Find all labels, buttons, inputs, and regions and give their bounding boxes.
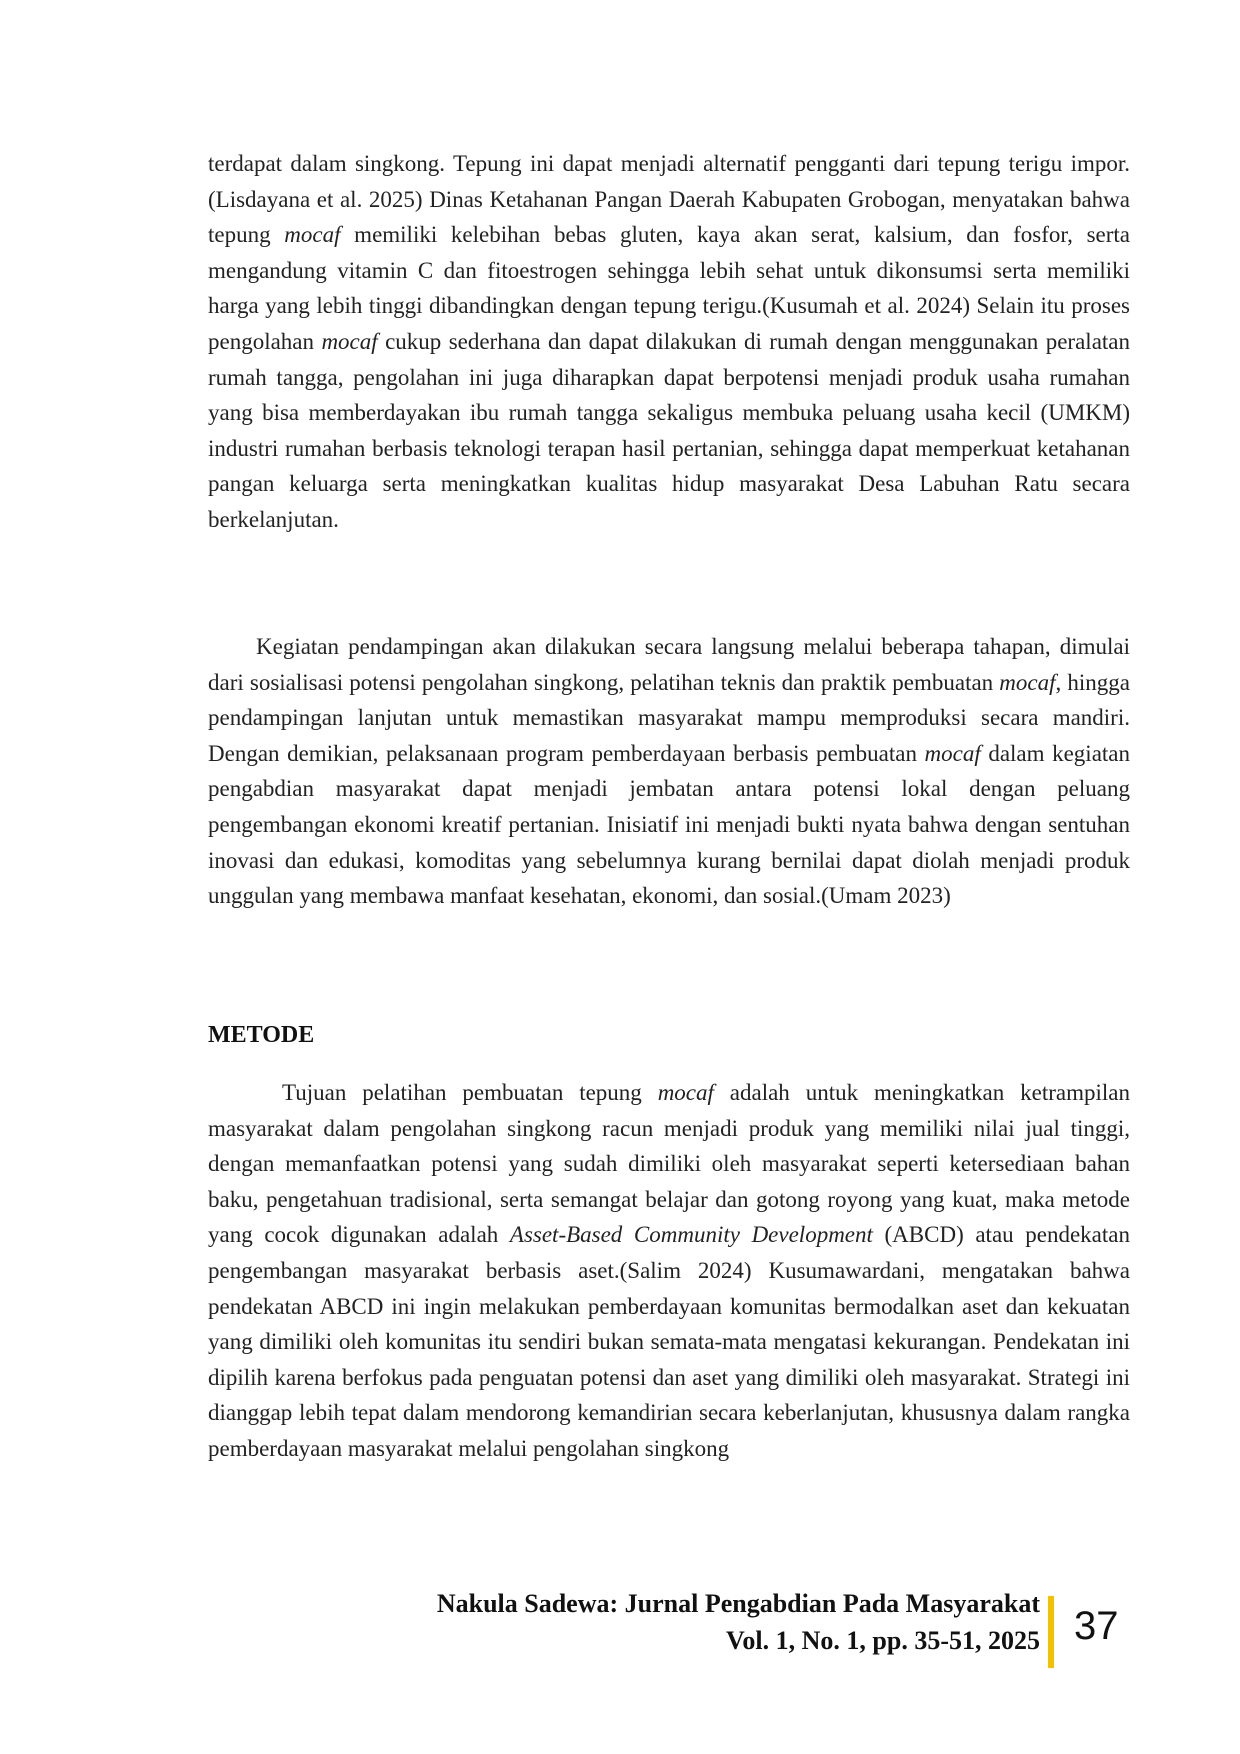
section-heading-metode: METODE [208,1022,315,1048]
paragraph-3-italic-2: Asset-Based Community Development [509,1222,873,1248]
paragraph-2-italic-1: mocaf [999,669,1056,695]
body-paragraph-2 [208,629,1130,914]
paragraph-3-text-3: (ABCD) atau pendekatan pengembangan masyarakat berbasis aset.(Salim 2024) Kusumawardani, mengatakan bahwa pendekatan ABCD ini ingin melakukan pemberdayaan komunitas bermodalkan aset dan kekuatan yang dimiliki oleh komunitas itu sendiri bukan semata-mata mengatasi kekurangan. Pendekatan ini dipilih karena berfokus pada penguatan potensi dan aset yang dimiliki oleh masyarakat. Strategi ini dianggap lebih tepat dalam mendorong kemandirian secara keberlanjutan, khususnya dalam rangka pemberdayaan masyarakat melalui pengolahan singkong [208,1222,1130,1461]
page-number: 37 [1074,1604,1119,1648]
paragraph-2-text-3: dalam kegiatan pengabdian masyarakat dapat menjadi jembatan antara potensi lokal dengan peluang pengembangan ekonomi kreatif pertanian. Inisiatif ini menjadi bukti nyata bahwa dengan sentuhan inovasi dan edukasi, komoditas yang sebelumnya kurang bernilai dapat diolah menjadi produk unggulan yang membawa manfaat kesehatan, ekonomi, dan sosial.(Umam 2023) [208,740,1130,909]
paragraph-2-text-2: , hingga pendampingan lanjutan untuk memastikan masyarakat mampu memproduksi secara mandiri. Dengan demikian, pelaksanaan program pemberdayaan berbasis pembuatan [208,669,1130,766]
paragraph-1-text-1: terdapat dalam singkong. Tepung ini dapat menjadi alternatif pengganti dari tepung terigu impor.(Lisdayana et al. 2025) Dinas Ketahanan Pangan Daerah Kabupaten Grobogan, menyatakan bahwa tepung [208,151,1130,248]
paragraph-1-text-2: memiliki kelebihan bebas gluten, kaya akan serat, kalsium, dan fosfor, serta mengandung vitamin C dan fitoestrogen sehingga lebih sehat untuk dikonsumsi serta memiliki harga yang lebih tinggi dibandingkan dengan tepung terigu.(Kusumah et al. 2024) Selain itu proses pengolahan [208,222,1130,354]
footer-accent-bar [1048,1596,1054,1668]
paragraph-1-text-3: cukup sederhana dan dapat dilakukan di rumah dengan menggunakan peralatan rumah tangga, pengolahan ini juga diharapkan dapat berpotensi menjadi produk usaha rumahan yang bisa memberdayakan ibu rumah tangga sekaligus membuka peluang usaha kecil (UMKM) industri rumahan berbasis teknologi terapan hasil pertanian, sehingga dapat memperkuat ketahanan pangan keluarga serta meningkatkan kualitas hidup masyarakat Desa Labuhan Ratu secara berkelanjutan. [208,328,1130,532]
paragraph-2-italic-2: mocaf [924,740,981,766]
footer-volume-info: Vol. 1, No. 1, pp. 35-51, 2025 [726,1626,1040,1655]
paragraph-3-text-2: adalah untuk meningkatkan ketrampilan masyarakat dalam pengolahan singkong racun menjadi produk yang memiliki nilai jual tinggi, dengan memanfaatkan potensi yang sudah dimiliki oleh masyarakat seperti ketersediaan bahan baku, pengetahuan tradisional, serta semangat belajar dan gotong royong yang kuat, maka metode yang cocok digunakan adalah [208,1080,1130,1248]
body-paragraph-1 [208,146,1130,538]
paragraph-1-italic-2: mocaf [321,328,378,354]
footer-journal-title: Nakula Sadewa: Jurnal Pengabdian Pada Masyarakat [436,1589,1040,1618]
paragraph-3-italic-1: mocaf [657,1080,714,1105]
paragraph-2-text-1: Kegiatan pendampingan akan dilakukan secara langsung melalui beberapa tahapan, dimulai dari sosialisasi potensi pengolahan singkong, pelatihan teknis dan praktik pembuatan [208,634,1130,695]
paragraph-3-text-1: Tujuan pelatihan pembuatan tepung [282,1080,658,1105]
body-paragraph-3 [208,1075,1130,1467]
paragraph-1-italic-1: mocaf [284,222,341,248]
